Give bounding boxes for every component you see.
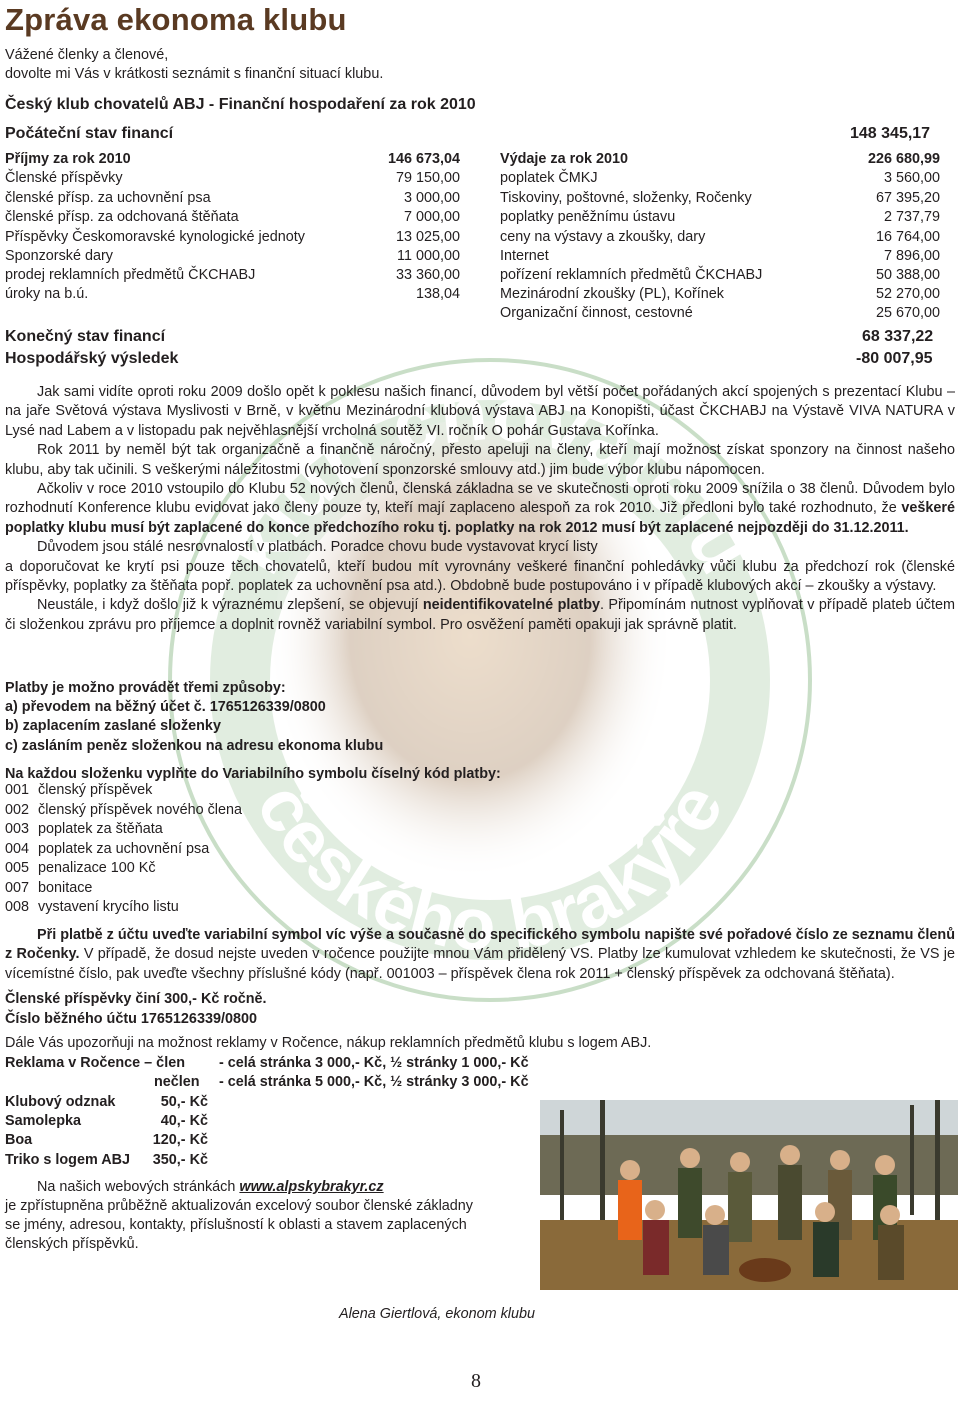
closing-value: 68 337,22 <box>862 328 934 345</box>
paragraph-6-text <box>5 926 955 984</box>
income-header <box>5 150 460 170</box>
ads-row1-price: - celá stránka 3 000,- Kč, ½ stránky 1 000,- Kč <box>219 1055 529 1071</box>
expense-label: poplatek ČMKJ <box>500 170 598 186</box>
code-number: 001 <box>5 782 30 798</box>
payment-method: c) zasláním peněz složenkou na adresu ekonoma klubu <box>5 738 384 754</box>
web-line-1 <box>37 1178 384 1198</box>
expense-row <box>500 169 940 189</box>
account-line: Číslo běžného účtu 1765126339/0800 <box>5 1011 257 1027</box>
ads-row1-label: Reklama v Ročence – člen <box>5 1055 185 1071</box>
code-item <box>5 898 179 918</box>
ads-row2-label: nečlen <box>154 1074 200 1090</box>
expense-row <box>500 228 940 248</box>
income-row <box>5 266 460 286</box>
income-row <box>5 228 460 248</box>
expense-row <box>500 208 940 228</box>
income-header-value: 146 673,04 <box>387 151 460 167</box>
web-line-4: členských příspěvků. <box>5 1236 139 1252</box>
code-number: 004 <box>5 841 30 857</box>
expense-label: Internet <box>500 248 549 264</box>
code-item <box>5 859 156 879</box>
merch-price: 350,- Kč <box>152 1152 208 1168</box>
income-row <box>5 208 460 228</box>
web-line-3: se jmény, adresou, kontakty, příslušností k oblasti a stavem zaplacených <box>5 1217 467 1233</box>
expense-row <box>500 304 940 324</box>
code-label: členský příspěvek <box>38 782 153 798</box>
paragraph-6-bold: Při platbě z účtu uveďte variabilní symbol víc výše a současně do specifického symbolu napište své pořadové číslo ze seznamu členů z Ročenky. <box>5 927 955 963</box>
closing-label: Konečný stav financí <box>5 328 166 345</box>
watermark-top-text: klub chovatelů <box>209 368 771 588</box>
expense-value: 2 737,79 <box>883 209 940 225</box>
income-row <box>5 189 460 209</box>
merch-name: Klubový odznak <box>5 1094 116 1110</box>
income-label: členské přísp. za uchovnění psa <box>5 190 211 206</box>
expense-value: 16 764,00 <box>875 229 940 245</box>
result-value: -80 007,95 <box>856 350 933 367</box>
income-row <box>5 285 460 305</box>
code-number: 005 <box>5 860 30 876</box>
code-item <box>5 781 152 801</box>
code-number: 007 <box>5 880 30 896</box>
result-label: Hospodářský výsledek <box>5 350 179 367</box>
expense-row <box>500 189 940 209</box>
income-value: 7 000,00 <box>403 209 460 225</box>
expense-value: 52 270,00 <box>875 286 940 302</box>
merch-price: 120,- Kč <box>152 1132 208 1148</box>
expense-label: ceny na výstavy a zkoušky, dary <box>500 229 706 245</box>
income-value: 79 150,00 <box>395 170 460 186</box>
income-label: úroky na b.ú. <box>5 286 89 302</box>
web-line-2: je zpřístupněna průběžně aktualizován excelový soubor členské základny <box>5 1198 473 1214</box>
income-value: 138,04 <box>415 286 460 302</box>
greeting-line-2: dovolte mi Vás v krátkosti seznámit s finanční situací klubu. <box>5 66 384 82</box>
paragraph-3 <box>5 480 955 538</box>
paragraph-6-rest: V případě, že dosud nejste uveden v ročence použijte mnou Vám přidělený VS. Platby lze kumulovat vzhledem ke skutečnosti, že VS je vícemístné číslo, pak uveďte všechny příslušné kódy (např. 001003 – příspěvek člena rok 2011 + členský příspěvek za odchovaná štěňata). <box>5 946 955 982</box>
income-value: 11 000,00 <box>397 248 460 264</box>
paragraph-1: Jak sami vidíte oproti roku 2009 došlo opět k poklesu našich financí, důvodem byl větší počet pořádaných akcí spojených s prezentací Klubu – na jaře Světová výstava Myslivosti v Brně, v květnu Mezinárodní klubová výstava ABJ na Konopišti, účast ČKCHABJ na Výstavě VIVA NATURA v Lysé nad Labem a v listopadu pak nejvěhlasnější vrcholná soutěž VI. ročník O pohár Gustava Kořínka. <box>5 384 955 439</box>
merch-price: 40,- Kč <box>160 1113 208 1129</box>
paragraph-3-text: Ačkoliv v roce 2010 vstoupilo do Klubu 52 nových členů, členská základna se ve skutečnosti oproti roku 2009 snížila o 38 členů. Důvodem bylo rozhodnutí Konference klubu evidovat jako členy pouze ty, kteří mají zaplaceno alespoň za rok 2010. Již předloni bylo také rozhodnuto, že <box>5 481 955 517</box>
code-number: 003 <box>5 821 30 837</box>
payments-title: Platby je možno provádět třemi způsoby: <box>5 680 286 696</box>
ads-intro: Dále Vás upozorňuji na možnost reklamy v Ročence, nákup reklamních předmětů klubu s logem ABJ. <box>5 1035 652 1051</box>
paragraph-4a: Důvodem jsou stálé nesrovnalostí v platbách. Poradce chovu bude vystavovat krycí listy <box>37 539 598 556</box>
paragraph-6 <box>5 926 955 984</box>
page-number: 8 <box>471 1370 481 1392</box>
income-value: 3 000,00 <box>403 190 460 206</box>
income-row <box>5 247 460 267</box>
code-item <box>5 879 92 899</box>
income-label: Členské příspěvky <box>5 170 123 186</box>
code-label: členský příspěvek nového člena <box>38 802 242 818</box>
merch-name: Boa <box>5 1132 33 1148</box>
income-label: prodej reklamních předmětů ČKCHABJ <box>5 267 256 283</box>
code-label: poplatek za štěňata <box>38 821 163 837</box>
merch-item <box>5 1112 208 1132</box>
merch-item <box>5 1131 208 1151</box>
paragraph-5-text: Neustále, i když došlo již k výraznému zlepšení, se objevují <box>37 597 423 614</box>
expense-row <box>500 247 940 267</box>
report-title: Český klub chovatelů ABJ - Finanční hospodaření za rok 2010 <box>5 96 476 113</box>
income-value: 13 025,00 <box>395 229 460 245</box>
watermark-bottom-text: českého brakýře <box>240 768 740 967</box>
expenses-header-value: 226 680,99 <box>867 151 940 167</box>
paragraph-3-bold: veškeré poplatky klubu musí být zaplacené do konce předchozího roku tj. poplatky na rok 2012 musí být zaplacené nejpozději do 31.12.2011. <box>5 500 955 536</box>
expense-label: Tiskoviny, poštovné, složenky, Ročenky <box>500 190 752 206</box>
expense-value: 50 388,00 <box>875 267 940 283</box>
paragraph-5-tail: . Připomínám nutnost vyplňovat v případě plateb účtem či složenkou zprávu pro příjemce a doplnit rovněž variabilní symbol. Pro osvěžení paměti opakuji jak správně platit. <box>5 597 955 633</box>
code-label: vystavení krycího listu <box>38 899 179 915</box>
merch-name: Samolepka <box>5 1113 81 1129</box>
greeting-line-1: Vážené členky a členové, <box>5 47 169 63</box>
expense-label: poplatky peněžnímu ústavu <box>500 209 676 225</box>
expense-row <box>500 285 940 305</box>
code-label: bonitace <box>38 880 93 896</box>
income-label: Sponzorské dary <box>5 248 113 264</box>
expenses-header <box>500 150 940 170</box>
expense-value: 25 670,00 <box>875 305 940 321</box>
income-label: členské přísp. za odchovaná štěňata <box>5 209 239 225</box>
codes-title: Na každou složenku vyplňte do Variabilního symbolu číselný kód platby: <box>5 766 501 782</box>
payment-method: b) zaplacením zaslané složenky <box>5 718 221 734</box>
code-number: 008 <box>5 899 30 915</box>
opening-value: 148 345,17 <box>850 125 931 142</box>
paragraph-5 <box>5 596 955 635</box>
code-item <box>5 801 242 821</box>
merch-name: Triko s logem ABJ <box>5 1152 131 1168</box>
code-item <box>5 840 209 860</box>
fee-line: Členské příspěvky činí 300,- Kč ročně. <box>5 991 267 1007</box>
paragraph-4b: a doporučovat ke krytí psi pouze těch chovatelů, kteří budou mít vyrovnány veškeré finanční pohledávky vůči klubu za předchozí rok (členské příspěvky, poplatky za štěňata popř. poplatek za uchovnění psa atd.). Obdobně bude postupováno i v případě klubových akcí – zkoušky a výstavy. <box>5 558 955 595</box>
income-row <box>5 169 460 189</box>
website-link[interactable]: www.alpskybrakyr.cz <box>239 1179 384 1195</box>
code-number: 002 <box>5 802 30 818</box>
code-label: penalizace 100 Kč <box>38 860 156 876</box>
code-item <box>5 820 163 840</box>
merch-price: 50,- Kč <box>160 1094 208 1110</box>
page-title: Zpráva ekonoma klubu <box>5 2 347 37</box>
ads-row2-price: - celá stránka 5 000,- Kč, ½ stránky 3 000,- Kč <box>219 1074 529 1090</box>
merch-item <box>5 1151 208 1171</box>
body-text <box>5 383 955 635</box>
expenses-header-label: Výdaje za rok 2010 <box>500 151 628 167</box>
expense-row <box>500 266 940 286</box>
expense-value: 3 560,00 <box>883 170 940 186</box>
expense-value: 67 395,20 <box>875 190 940 206</box>
paragraph-2: Rok 2011 by neměl být tak organizačně a finančně náročný, přesto apeluji na členy, kteří mají možnost získat sponzory na činnost našeho klubu, aby tak učinili. S veškerými náležitostmi (vyhotovení sponzorské smlouvy atd.) jim bude výbor klubu nápomocen. <box>5 442 955 478</box>
web-text: Na našich webových stránkách <box>37 1179 240 1195</box>
expense-label: Mezinárodní zkoušky (PL), Kořínek <box>500 286 724 302</box>
expense-label: Organizační činnost, cestovné <box>500 305 693 321</box>
group-photo <box>540 1100 958 1290</box>
opening-label: Počáteční stav financí <box>5 125 174 142</box>
paragraph-5-bold: neidentifikovatelné platby <box>422 597 600 614</box>
code-label: poplatek za uchovnění psa <box>38 841 210 857</box>
income-label: Příspěvky Českomoravské kynologické jednoty <box>5 229 305 245</box>
signature: Alena Giertlová, ekonom klubu <box>339 1306 535 1322</box>
payment-method: a) převodem na běžný účet č. 1765126339/0800 <box>5 699 326 715</box>
merch-item <box>5 1093 208 1113</box>
expense-label: pořízení reklamních předmětů ČKCHABJ <box>500 267 763 283</box>
expense-value: 7 896,00 <box>883 248 940 264</box>
income-header-label: Příjmy za rok 2010 <box>5 151 131 167</box>
income-value: 33 360,00 <box>395 267 460 283</box>
